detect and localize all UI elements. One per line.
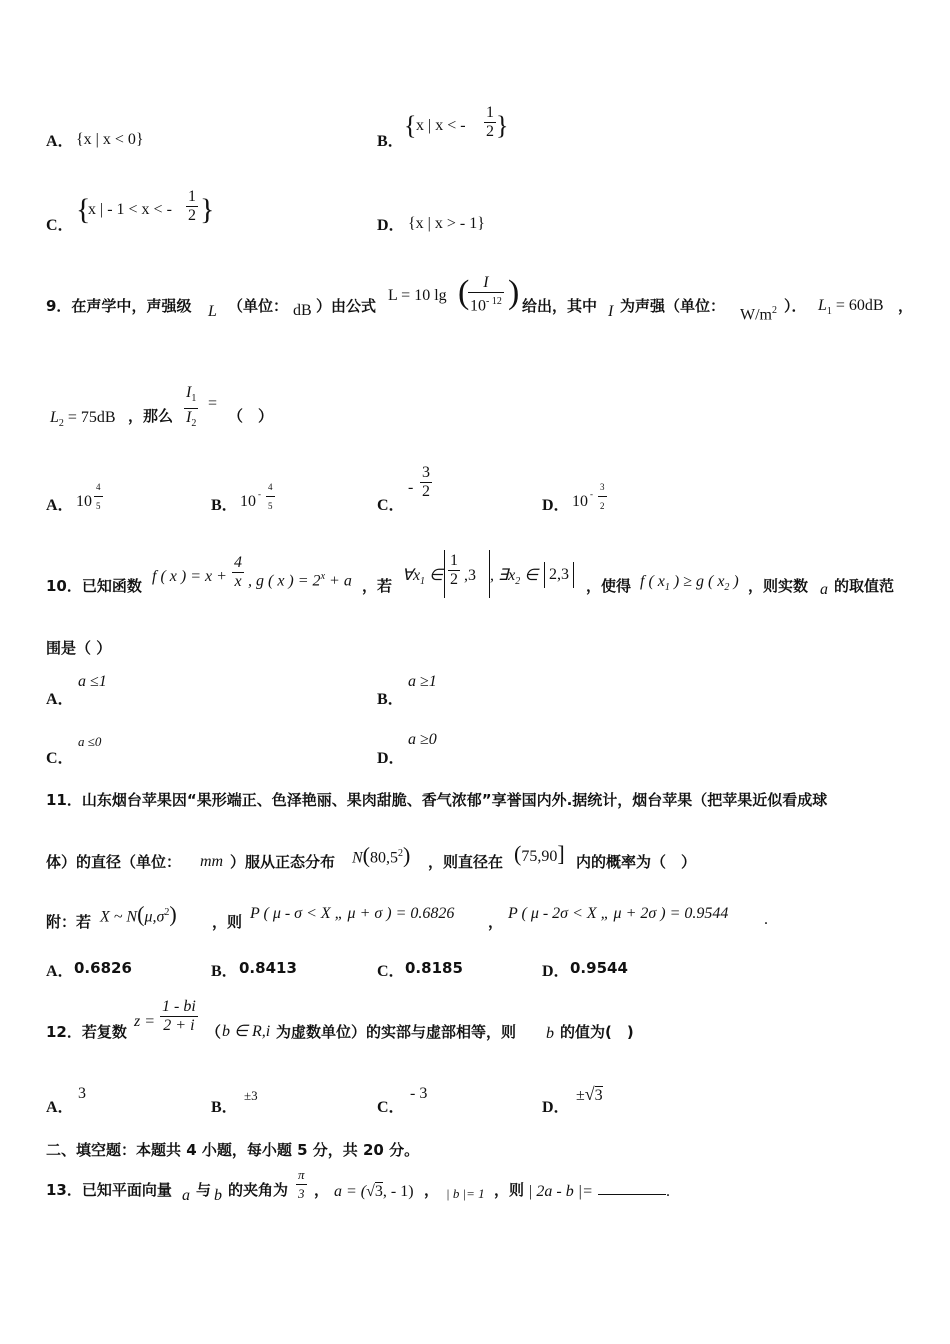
- answer-blank[interactable]: [598, 1182, 666, 1195]
- question-text: 10．已知函数: [46, 577, 142, 595]
- option-expr: a ≥0: [408, 731, 437, 748]
- question-text: 给出，其中: [522, 297, 598, 315]
- question-text: ，: [898, 297, 914, 315]
- math-var: I: [608, 303, 614, 320]
- math-expr: $\forall x_1$ ∈: [402, 567, 443, 588]
- math-expr: P ( μ - σ < X „ μ + σ ) = 0.6826: [250, 905, 455, 922]
- math-expr: f ( x ) = x +: [152, 568, 227, 585]
- math-unit: $W/m^2$: [740, 305, 777, 324]
- question-text: ，: [488, 913, 504, 931]
- question-text: 内的概率为（ ）: [576, 853, 697, 871]
- section-heading: 二、填空题：本题共 4 小题，每小题 5 分，共 20 分。: [46, 1141, 420, 1159]
- math-expr: $L_1 = 60dB$: [818, 297, 884, 318]
- math-unit: dB: [293, 302, 312, 319]
- exponent-sign: -: [258, 489, 261, 499]
- fraction: $\frac{I_1}{I_2}$: [186, 384, 197, 430]
- math-expr: | 2a - b |=: [528, 1183, 593, 1200]
- math-expr: ,3: [464, 567, 476, 584]
- option-expr: {x | x < 0}: [76, 131, 144, 148]
- question-text: 围是（ ）: [46, 639, 112, 657]
- option-label: A．: [46, 963, 74, 980]
- question-text: 的值为( ): [560, 1023, 634, 1041]
- option-expr: - 3: [410, 1085, 428, 1102]
- option-value: 0.8413: [239, 959, 297, 977]
- question-text: 12．若复数: [46, 1023, 127, 1041]
- question-text: 体）的直径（单位：: [46, 853, 182, 871]
- question-text: 为虚数单位）的实部与虚部相等，则: [276, 1023, 517, 1041]
- math-unit: mm: [200, 853, 224, 870]
- option-sign: -: [408, 479, 414, 496]
- option-expr: 10: [76, 493, 92, 510]
- option-label: D．: [377, 217, 405, 234]
- math-var: a: [820, 581, 828, 598]
- question-text: ，则: [212, 913, 243, 931]
- question-text: ）．: [784, 297, 807, 315]
- math-expr: $L_2 = 75dB$: [50, 409, 116, 430]
- question-text: ，: [314, 1181, 330, 1199]
- math-expr: P ( μ - 2σ < X „ μ + 2σ ) = 0.9544: [508, 905, 729, 922]
- math-expr: , $\exists x_2$ ∈: [490, 567, 539, 588]
- option-label: A．: [46, 497, 74, 514]
- question-text: ，若: [362, 577, 393, 595]
- option-label: B．: [377, 133, 404, 150]
- math-var: L: [208, 303, 217, 320]
- math-formula: L = 10 lg: [388, 287, 447, 304]
- option-expr: ±√3: [576, 1084, 603, 1104]
- fraction: $\frac{1}{2}$: [188, 188, 196, 224]
- math-var: b: [214, 1187, 222, 1204]
- question-text: 9．在声学中，声强级: [46, 297, 192, 315]
- question-text: ，: [424, 1181, 440, 1199]
- math-expr: f ( $x_1$ ) ≥ g ( $x_2$ ): [640, 573, 739, 594]
- question-text: ）服从正态分布: [230, 853, 336, 871]
- math-expr: b ∈ R,i: [222, 1023, 271, 1040]
- option-value: 0.8185: [405, 959, 463, 977]
- math-var: b: [546, 1025, 554, 1042]
- fraction: $\frac{1}{2}$: [486, 104, 494, 140]
- right-paren: ): [508, 274, 520, 311]
- question-text: （: [206, 1023, 222, 1041]
- option-label: D．: [542, 1099, 570, 1116]
- right-brace: }: [496, 111, 509, 140]
- left-paren: (: [458, 274, 470, 311]
- fraction: $\frac{1 - bi}{2 + i}$: [162, 998, 196, 1034]
- option-expr: a ≤0: [78, 734, 102, 749]
- question-text: 的夹角为: [228, 1181, 289, 1199]
- question-text: ）由公式: [316, 297, 377, 315]
- question-text: ，则实数: [748, 577, 809, 595]
- question-text: 的取值范: [834, 577, 895, 595]
- option-expr: 3: [78, 1085, 86, 1102]
- fraction: $\frac{1}{2}$: [450, 552, 458, 588]
- left-brace: {: [404, 111, 417, 140]
- option-expr: x | - 1 < x < -: [88, 201, 172, 218]
- option-label: A．: [46, 133, 74, 150]
- math-expr: z =: [134, 1013, 156, 1030]
- option-label: C．: [46, 750, 74, 767]
- option-label: B．: [211, 1099, 238, 1116]
- fraction: $\frac{\pi}{3}$: [298, 1167, 305, 1201]
- option-expr: {x | x > - 1}: [408, 215, 485, 232]
- math-expr: .: [666, 1183, 670, 1200]
- math-expr: N(80,5$^2$): [352, 842, 411, 868]
- fraction: $\frac{I}{10^{- 12}}$: [470, 274, 502, 315]
- option-label: B．: [211, 963, 238, 980]
- option-label: C．: [46, 217, 74, 234]
- question-text: 附：若: [46, 913, 92, 931]
- question-text: ，则直径在: [428, 853, 504, 871]
- option-label: D．: [542, 963, 570, 980]
- question-text: ，使得: [586, 577, 632, 595]
- math-expr: (75,90]: [514, 841, 565, 866]
- option-label: C．: [377, 497, 405, 514]
- option-expr: a ≤1: [78, 673, 107, 690]
- question-text: 为声强（单位：: [620, 297, 726, 315]
- exponent-fraction: $\frac{4}{5}$: [94, 478, 103, 515]
- option-expr: x | x < -: [416, 117, 466, 134]
- question-text: 11．山东烟台苹果因“果形端正、色泽艳丽、果肉甜脆、香气浓郁”享誉国内外.据统计，烟台苹果（把苹果近似看成球: [46, 791, 828, 809]
- option-expr: 10: [572, 493, 588, 510]
- option-label: A．: [46, 691, 74, 708]
- option-label: C．: [377, 963, 405, 980]
- math-expr: .: [764, 911, 768, 928]
- answer-paren: （ ）: [228, 407, 274, 425]
- option-label: A．: [46, 1099, 74, 1116]
- math-expr: , g ( x ) = $2^x + a$: [248, 571, 352, 590]
- question-text: ，则: [494, 1181, 525, 1199]
- option-label: B．: [211, 497, 238, 514]
- exponent-fraction: $\frac{4}{5}$: [266, 478, 275, 515]
- question-text: 13．已知平面向量: [46, 1181, 172, 1199]
- option-value: 0.6826: [74, 959, 132, 977]
- question-text: （单位：: [228, 297, 289, 315]
- left-brace: {: [76, 193, 91, 226]
- right-brace: }: [200, 193, 215, 226]
- exponent-sign: -: [590, 489, 593, 499]
- question-text: ，那么: [128, 407, 174, 425]
- math-var: a: [182, 1187, 190, 1204]
- question-text: 与: [196, 1181, 212, 1199]
- math-equals: =: [208, 395, 218, 412]
- interval: 2,3: [544, 562, 574, 588]
- option-expr: 10: [240, 493, 256, 510]
- option-label: C．: [377, 1099, 405, 1116]
- fraction: $\frac{4}{x}$: [234, 554, 242, 590]
- option-label: D．: [542, 497, 570, 514]
- option-value: 0.9544: [570, 959, 628, 977]
- exponent-fraction: $\frac{3}{2}$: [598, 478, 607, 515]
- math-expr: | b |= 1: [446, 1186, 485, 1201]
- option-label: D．: [377, 750, 405, 767]
- math-expr: X ~ $N(\mu,\sigma^2)$: [100, 901, 177, 927]
- fraction: $\frac{3}{2}$: [422, 464, 430, 500]
- option-label: B．: [377, 691, 404, 708]
- option-expr: a ≥1: [408, 673, 437, 690]
- math-expr: a = (√3, - 1): [334, 1183, 414, 1200]
- option-expr: ±3: [244, 1088, 258, 1103]
